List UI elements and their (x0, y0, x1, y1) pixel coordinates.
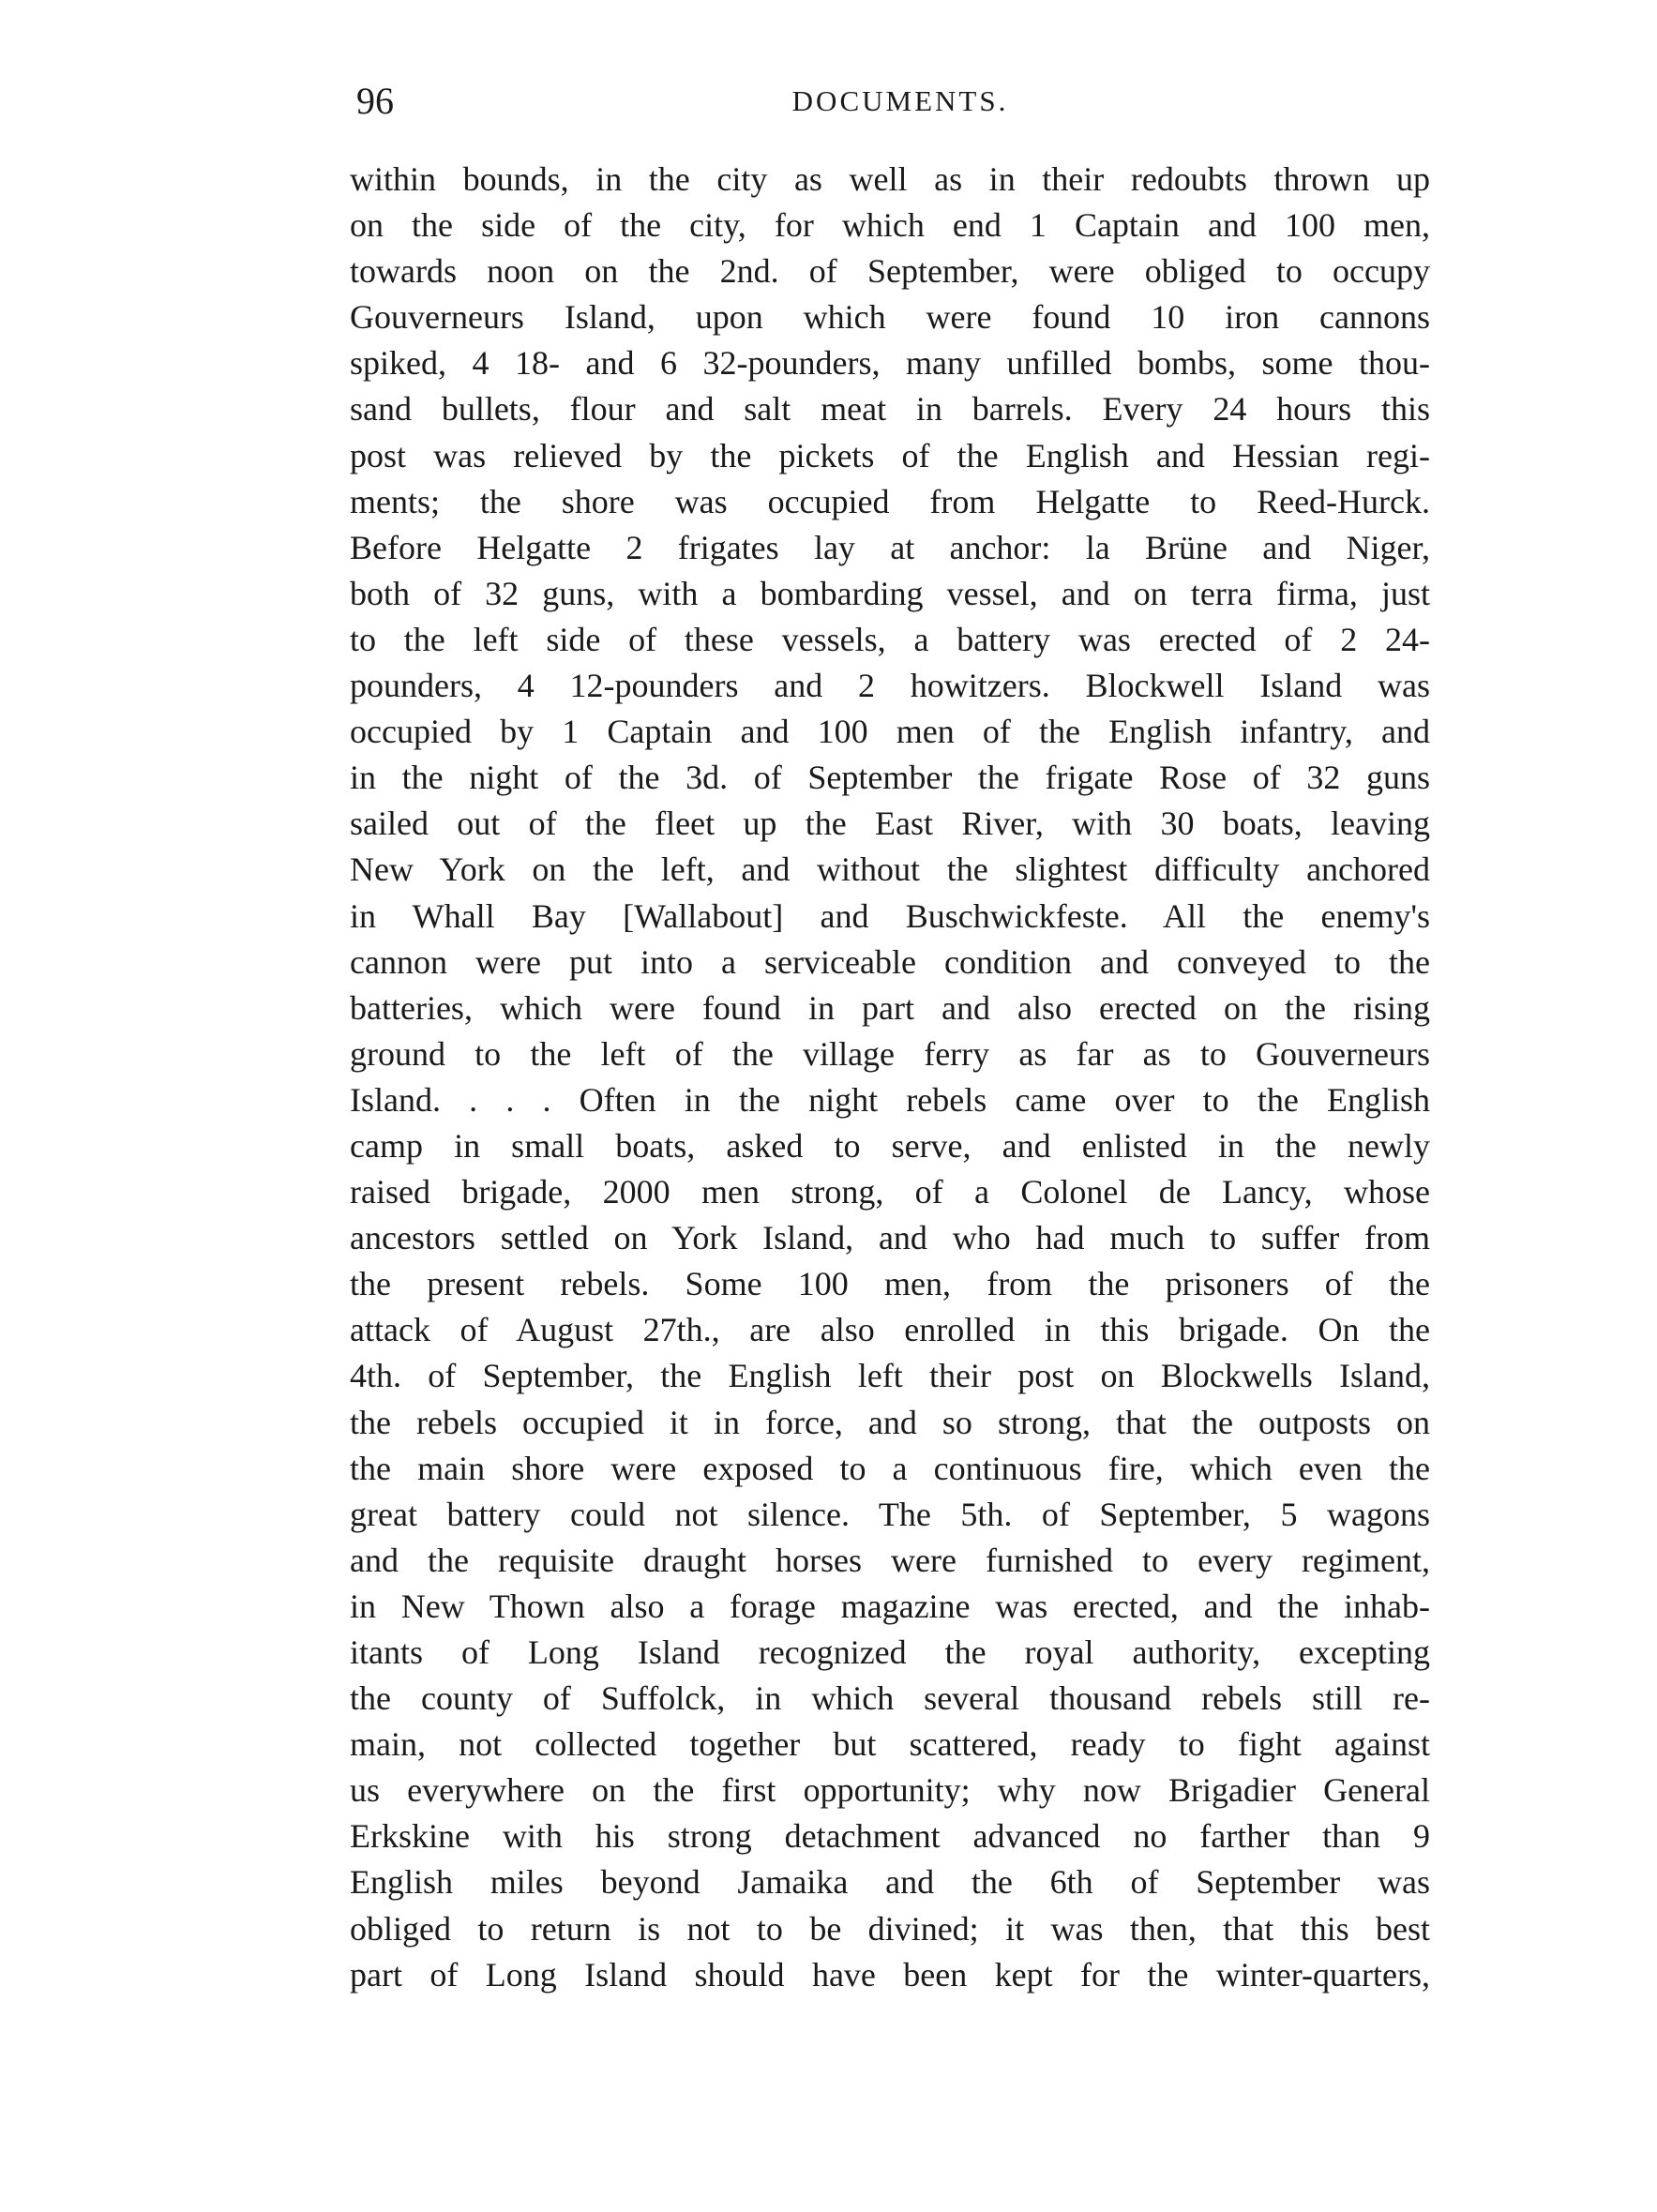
text-line: camp in small boats, asked to serve, and enlisted in the newly (350, 1126, 1430, 1165)
text-line: us everywhere on the first opportunity; why now Brigadier General (350, 1771, 1430, 1810)
text-line: in the night of the 3d. of September the frigate Rose of 32 guns (350, 759, 1430, 797)
running-title: DOCUMENTS. (791, 84, 1009, 117)
text-line: ground to the left of the village ferry as far as to Gouverneurs (350, 1034, 1430, 1073)
text-line: the main shore were exposed to a continuous fire, which even the (350, 1449, 1430, 1487)
text-line: both of 32 guns, with a bombarding vessel, and on terra firma, just (350, 574, 1430, 612)
text-line: cannon were put into a serviceable condition and conveyed to the (350, 942, 1430, 981)
text-line: itants of Long Island recognized the royal authority, excepting (350, 1633, 1430, 1671)
text-line: Erkskine with his strong detachment advanced no farther than 9 (350, 1817, 1430, 1856)
text-line: ments; the shore was occupied from Helgatte to Reed-Hurck. (350, 482, 1430, 520)
text-line: raised brigade, 2000 men strong, of a Colonel de Lancy, whose (350, 1173, 1430, 1211)
text-line: and the requisite draught horses were furnished to every regiment, (350, 1541, 1430, 1579)
text-line: to the left side of these vessels, a battery was erected of 2 24- (350, 620, 1430, 658)
page-number: 96 (356, 80, 394, 122)
text-line: occupied by 1 Captain and 100 men of the English infantry, and (350, 713, 1430, 751)
text-line: post was relieved by the pickets of the English and Hessian regi- (350, 436, 1430, 474)
text-line: spiked, 4 18- and 6 32-pounders, many unfilled bombs, some thou- (350, 344, 1430, 383)
text-line: Island. . . . Often in the night rebels came over to the English (350, 1080, 1430, 1119)
text-line: the rebels occupied it in force, and so strong, that the outposts on (350, 1403, 1430, 1441)
text-line: attack of August 27th., are also enrolled in this brigade. On the (350, 1311, 1430, 1349)
text-line: in Whall Bay [Wallabout] and Buschwickfeste. All the enemy's (350, 896, 1430, 935)
text-line: the county of Suffolck, in which several thousand rebels still re- (350, 1679, 1430, 1718)
text-line: ancestors settled on York Island, and who had much to suffer from (350, 1219, 1430, 1257)
text-line: part of Long Island should have been kept for the winter-quarters, (350, 1955, 1430, 1994)
text-line: on the side of the city, for which end 1 Captain and 100 men, (350, 206, 1430, 245)
text-line: pounders, 4 12-pounders and 2 howitzers. Blockwell Island was (350, 667, 1430, 705)
text-line: sand bullets, flour and salt meat in barrels. Every 24 hours this (350, 390, 1430, 429)
text-line: batteries, which were found in part and also erected on the rising (350, 988, 1430, 1027)
text-line: great battery could not silence. The 5th. of September, 5 wagons (350, 1495, 1430, 1533)
text-line: towards noon on the 2nd. of September, were obliged to occupy (350, 252, 1430, 291)
text-line: Before Helgatte 2 frigates lay at anchor: la Brüne and Niger, (350, 528, 1430, 566)
text-line: in New Thown also a forage magazine was erected, and the inhab- (350, 1587, 1430, 1625)
text-line: New York on the left, and without the slightest difficulty anchored (350, 850, 1430, 889)
text-line: within bounds, in the city as well as in their redoubts thrown up (350, 160, 1430, 198)
body-text (350, 157, 1430, 1998)
text-line: main, not collected together but scattered, ready to fight against (350, 1725, 1430, 1764)
text-line: 4th. of September, the English left their post on Blockwells Island, (350, 1357, 1430, 1395)
text-line: the present rebels. Some 100 men, from the prisoners of the (350, 1265, 1430, 1303)
text-line: obliged to return is not to be divined; it was then, that this best (350, 1909, 1430, 1948)
text-line: English miles beyond Jamaika and the 6th of September was (350, 1863, 1430, 1902)
running-head (356, 73, 1444, 129)
text-line: Gouverneurs Island, upon which were found 10 iron cannons (350, 298, 1430, 337)
text-line: sailed out of the fleet up the East River, with 30 boats, leaving (350, 805, 1430, 843)
